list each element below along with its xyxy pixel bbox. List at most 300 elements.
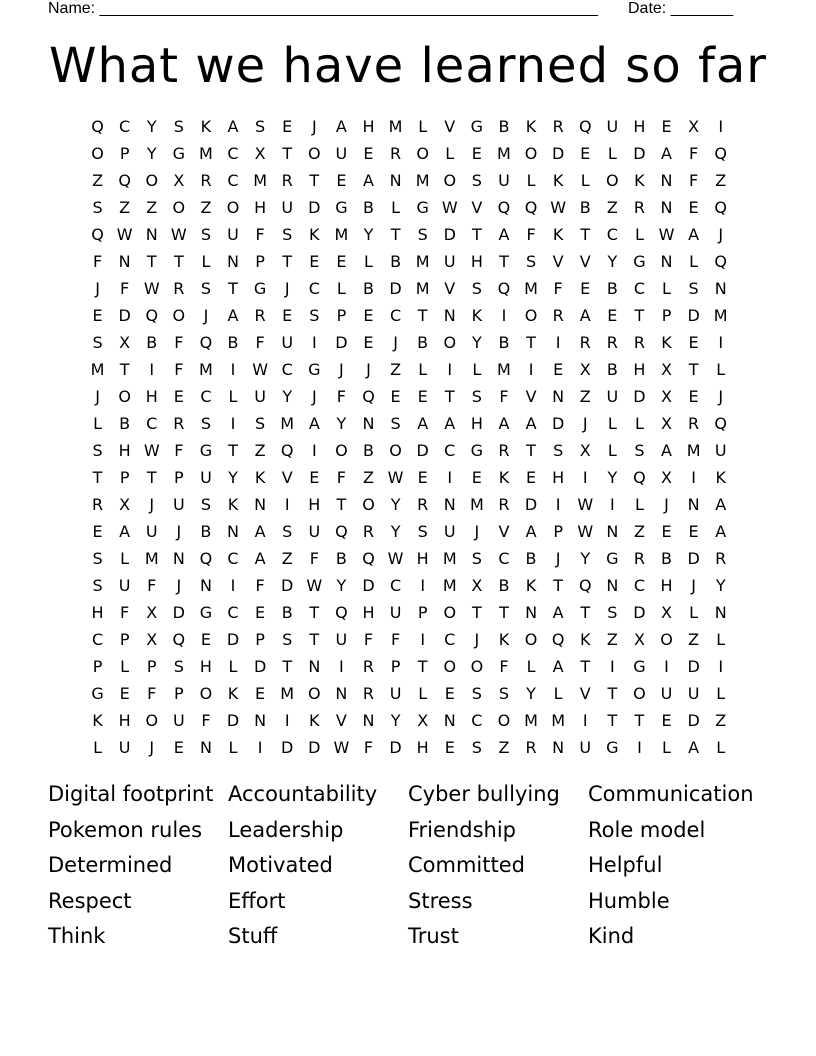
grid-row <box>84 167 734 194</box>
grid-letter: X <box>661 468 672 487</box>
grid-letter: J <box>311 387 317 406</box>
grid-letter: A <box>254 549 266 568</box>
grid-letter: R <box>254 306 266 325</box>
grid-letter: P <box>390 657 401 676</box>
grid-row <box>84 707 734 734</box>
grid-letter: T <box>390 225 401 244</box>
grid-letter: N <box>552 738 565 757</box>
grid-letter: K <box>634 171 645 190</box>
grid-letter: B <box>362 198 374 217</box>
grid-letter: V <box>444 279 456 298</box>
grid-letter: S <box>390 414 401 433</box>
grid-letter: C <box>498 549 510 568</box>
grid-letter: F <box>390 630 401 649</box>
grid-letter: T <box>282 144 293 163</box>
grid-letter: T <box>580 657 591 676</box>
grid-letter: Q <box>578 117 592 136</box>
grid-letter: Y <box>336 576 347 595</box>
grid-letter: I <box>609 657 615 676</box>
grid-row <box>84 194 734 221</box>
grid-letter: I <box>257 738 263 757</box>
grid-letter: N <box>362 711 375 730</box>
grid-letter: H <box>416 738 429 757</box>
grid-letter: I <box>230 414 236 433</box>
grid-letter: O <box>118 387 131 406</box>
grid-letter: X <box>173 171 185 190</box>
grid-letter: Y <box>390 495 401 514</box>
grid-letter: N <box>362 414 375 433</box>
grid-letter: S <box>688 279 699 298</box>
word-list-item: Helpful <box>588 853 663 877</box>
grid-letter: J <box>718 387 724 406</box>
grid-letter: S <box>173 657 184 676</box>
grid-letter: Z <box>715 711 727 730</box>
grid-letter: T <box>282 252 293 271</box>
grid-letter: O <box>443 657 457 676</box>
grid-letter: S <box>200 225 211 244</box>
grid-letter: O <box>443 171 457 190</box>
grid-letter: F <box>309 549 319 568</box>
grid-letter: O <box>172 198 186 217</box>
grid-letter: O <box>606 171 619 190</box>
grid-letter: V <box>498 522 510 541</box>
word-list-item: Leadership <box>228 817 344 842</box>
grid-row <box>84 464 734 491</box>
grid-letter: E <box>309 252 320 271</box>
grid-letter: W <box>170 225 187 244</box>
word-list-item: Digital footprint <box>48 782 214 806</box>
grid-letter: X <box>688 117 700 136</box>
grid-letter: L <box>716 738 726 757</box>
grid-letter: F <box>120 603 130 622</box>
grid-letter: W <box>441 198 458 217</box>
grid-letter: R <box>362 657 375 676</box>
grid-letter: M <box>280 414 295 433</box>
grid-letter: F <box>255 576 265 595</box>
grid-letter: T <box>553 576 564 595</box>
grid-letter: L <box>662 279 671 298</box>
grid-letter: M <box>524 711 538 730</box>
grid-letter: X <box>119 495 131 514</box>
grid-letter: R <box>552 306 564 325</box>
grid-letter: M <box>469 495 484 514</box>
grid-letter: Y <box>526 684 536 703</box>
grid-letter: L <box>228 657 238 676</box>
grid-letter: E <box>255 603 266 622</box>
grid-letter: M <box>415 252 430 271</box>
grid-letter: L <box>716 630 726 649</box>
grid-letter: Q <box>524 198 538 217</box>
grid-letter: T <box>228 441 238 460</box>
grid-letter: M <box>686 441 701 460</box>
grid-letter: E <box>200 630 211 649</box>
grid-letter: M <box>442 549 457 568</box>
grid-letter: D <box>443 225 456 244</box>
grid-letter: R <box>633 198 645 217</box>
grid-letter: J <box>149 495 155 514</box>
grid-letter: I <box>230 576 236 595</box>
grid-letter: H <box>470 414 483 433</box>
grid-letter: S <box>92 441 103 460</box>
grid-letter: N <box>227 252 239 271</box>
grid-letter: I <box>230 360 236 379</box>
grid-letter: E <box>688 387 699 406</box>
grid-letter: T <box>309 630 320 649</box>
grid-letter: M <box>334 225 349 244</box>
grid-letter: I <box>718 117 724 136</box>
grid-row <box>84 275 734 302</box>
grid-letter: R <box>281 171 293 190</box>
grid-letter: I <box>420 576 426 595</box>
grid-letter: I <box>447 360 453 379</box>
grid-letter: M <box>415 279 430 298</box>
grid-letter: L <box>607 414 617 433</box>
grid-letter: E <box>363 144 374 163</box>
grid-letter: S <box>471 279 482 298</box>
grid-letter: N <box>443 306 456 325</box>
grid-letter: C <box>227 171 239 190</box>
grid-letter: M <box>144 549 159 568</box>
grid-letter: E <box>363 306 374 325</box>
word-list-item: Cyber bullying <box>408 782 560 806</box>
word-list-item: Role model <box>588 817 706 842</box>
grid-letter: A <box>119 522 131 541</box>
grid-letter: Q <box>335 522 348 541</box>
grid-letter: G <box>172 144 186 163</box>
grid-row <box>84 599 734 626</box>
grid-letter: I <box>311 441 317 460</box>
grid-letter: E <box>688 333 699 352</box>
grid-letter: M <box>415 171 430 190</box>
grid-letter: W <box>387 468 404 487</box>
grid-letter: O <box>362 495 375 514</box>
grid-letter: O <box>497 711 511 730</box>
grid-letter: S <box>525 252 537 271</box>
grid-letter: N <box>660 171 673 190</box>
grid-row <box>84 113 734 140</box>
grid-letter: T <box>417 306 428 325</box>
grid-letter: C <box>227 603 239 622</box>
grid-letter: H <box>118 441 131 460</box>
grid-letter: E <box>282 306 293 325</box>
grid-letter: R <box>173 414 185 433</box>
grid-letter: U <box>172 711 185 730</box>
grid-letter: W <box>333 738 350 757</box>
grid-letter: L <box>526 657 536 676</box>
grid-letter: S <box>471 549 482 568</box>
grid-letter: L <box>634 225 644 244</box>
grid-letter: S <box>498 684 510 703</box>
grid-letter: Q <box>362 549 375 568</box>
grid-letter: Z <box>119 198 131 217</box>
grid-letter: T <box>526 333 536 352</box>
word-list-item: Determined <box>48 853 173 877</box>
grid-letter: X <box>146 603 158 622</box>
grid-letter: U <box>579 738 592 757</box>
grid-letter: M <box>280 684 295 703</box>
grid-letter: S <box>553 441 564 460</box>
grid-letter: W <box>252 360 269 379</box>
grid-letter: G <box>199 441 213 460</box>
grid-letter: V <box>525 387 537 406</box>
grid-letter: S <box>92 198 103 217</box>
grid-letter: L <box>418 117 428 136</box>
grid-letter: B <box>146 333 158 352</box>
grid-letter: J <box>95 279 100 298</box>
grid-letter: B <box>417 333 429 352</box>
grid-letter: N <box>199 738 212 757</box>
grid-letter: Y <box>607 252 618 271</box>
grid-letter: N <box>687 495 700 514</box>
grid-letter: X <box>661 387 672 406</box>
grid-letter: Q <box>91 225 104 244</box>
grid-letter: A <box>498 225 510 244</box>
grid-letter: K <box>579 630 591 649</box>
grid-letter: K <box>309 225 320 244</box>
word-list-item: Trust <box>408 924 459 948</box>
grid-letter: L <box>607 441 617 460</box>
grid-letter: T <box>634 711 645 730</box>
grid-letter: D <box>416 441 429 460</box>
grid-letter: T <box>471 225 482 244</box>
grid-letter: N <box>227 522 239 541</box>
grid-letter: J <box>664 495 669 514</box>
grid-letter: M <box>551 711 566 730</box>
grid-letter: G <box>416 198 429 217</box>
grid-letter: E <box>525 468 537 487</box>
grid-letter: V <box>471 198 483 217</box>
grid-letter: H <box>91 603 104 622</box>
word-list-item: Pokemon rules <box>48 817 203 842</box>
grid-letter: U <box>254 387 266 406</box>
grid-letter: R <box>362 522 375 541</box>
grid-letter: B <box>390 252 402 271</box>
grid-letter: A <box>417 414 429 433</box>
grid-letter: F <box>689 144 699 163</box>
grid-letter: Y <box>390 522 401 541</box>
grid-letter: O <box>145 711 159 730</box>
grid-letter: L <box>364 252 373 271</box>
grid-letter: C <box>200 387 212 406</box>
grid-letter: Q <box>497 198 511 217</box>
grid-letter: L <box>553 684 563 703</box>
grid-letter: K <box>661 333 672 352</box>
grid-letter: D <box>308 738 321 757</box>
grid-letter: V <box>579 252 591 271</box>
grid-letter: H <box>199 657 212 676</box>
grid-letter: E <box>336 252 347 271</box>
grid-letter: S <box>634 441 645 460</box>
word-list-item: Think <box>48 924 106 948</box>
grid-letter: H <box>633 117 646 136</box>
word-list-item: Humble <box>588 888 670 913</box>
grid-letter: L <box>445 144 455 163</box>
grid-letter: F <box>92 252 103 271</box>
grid-letter: N <box>335 684 348 703</box>
grid-letter: A <box>661 441 672 460</box>
grid-letter: L <box>689 252 699 271</box>
grid-letter: F <box>255 225 265 244</box>
grid-letter: Y <box>607 468 618 487</box>
grid-letter: I <box>339 657 344 676</box>
grid-row <box>84 383 734 410</box>
grid-letter: D <box>335 333 348 352</box>
date-field-label: Date: _______ <box>628 0 733 17</box>
grid-row <box>84 140 734 167</box>
grid-letter: F <box>689 171 699 190</box>
grid-letter: O <box>524 630 538 649</box>
grid-letter: D <box>687 306 700 325</box>
grid-letter: B <box>498 333 510 352</box>
grid-letter: X <box>661 414 672 433</box>
grid-letter: T <box>580 603 591 622</box>
grid-letter: I <box>691 468 696 487</box>
grid-letter: S <box>309 306 320 325</box>
grid-letter: F <box>174 360 184 379</box>
grid-letter: A <box>715 522 727 541</box>
grid-letter: M <box>497 360 511 379</box>
grid-letter: C <box>633 576 645 595</box>
grid-letter: I <box>555 495 561 514</box>
word-list <box>48 778 768 956</box>
grid-letter: Z <box>254 441 266 460</box>
grid-letter: T <box>499 603 509 622</box>
grid-letter: S <box>92 333 103 352</box>
grid-letter: W <box>143 279 160 298</box>
grid-letter: E <box>607 306 618 325</box>
grid-letter: I <box>420 630 426 649</box>
grid-letter: F <box>336 387 346 406</box>
grid-letter: O <box>470 657 484 676</box>
grid-letter: A <box>688 225 700 244</box>
grid-letter: B <box>606 360 618 379</box>
grid-letter: P <box>255 630 265 649</box>
grid-letter: J <box>718 225 724 244</box>
grid-letter: F <box>174 441 184 460</box>
grid-letter: G <box>633 252 646 271</box>
header <box>48 0 740 22</box>
grid-letter: N <box>525 603 538 622</box>
grid-letter: X <box>661 603 672 622</box>
grid-letter: B <box>525 549 537 568</box>
grid-letter: P <box>255 252 265 271</box>
grid-letter: L <box>336 279 346 298</box>
grid-letter: R <box>525 738 537 757</box>
grid-letter: N <box>552 387 565 406</box>
grid-letter: B <box>606 279 618 298</box>
grid-letter: G <box>199 603 213 622</box>
grid-letter: M <box>199 360 213 379</box>
grid-letter: Q <box>578 576 592 595</box>
grid-letter: G <box>335 198 348 217</box>
grid-letter: E <box>173 738 184 757</box>
grid-letter: T <box>119 360 130 379</box>
grid-letter: F <box>499 387 509 406</box>
grid-letter: E <box>661 117 672 136</box>
grid-letter: N <box>606 522 619 541</box>
grid-row <box>84 356 734 383</box>
grid-letter: D <box>362 576 375 595</box>
name-field-label: Name: ________________________________________________________ <box>48 0 598 17</box>
grid-letter: E <box>580 144 591 163</box>
grid-letter: Z <box>498 738 510 757</box>
grid-letter: G <box>470 441 484 460</box>
grid-letter: N <box>254 711 267 730</box>
grid-letter: U <box>498 171 510 190</box>
grid-letter: D <box>551 144 565 163</box>
grid-letter: U <box>606 387 619 406</box>
grid-letter: S <box>92 576 103 595</box>
grid-letter: G <box>253 279 267 298</box>
grid-letter: Z <box>606 630 618 649</box>
grid-letter: Z <box>200 198 212 217</box>
grid-letter: S <box>282 522 293 541</box>
grid-letter: A <box>715 495 727 514</box>
grid-letter: L <box>716 684 726 703</box>
grid-letter: T <box>499 252 509 271</box>
grid-letter: I <box>284 711 290 730</box>
grid-letter: T <box>173 252 184 271</box>
grid-letter: O <box>91 144 104 163</box>
grid-letter: F <box>174 333 184 352</box>
grid-letter: Z <box>390 360 402 379</box>
grid-letter: T <box>228 279 238 298</box>
grid-letter: J <box>474 522 480 541</box>
grid-letter: U <box>281 333 294 352</box>
grid-letter: O <box>660 630 673 649</box>
grid-letter: Q <box>714 144 727 163</box>
grid-letter: Y <box>336 414 347 433</box>
grid-letter: W <box>143 441 160 460</box>
grid-letter: E <box>255 684 266 703</box>
page-title: What we have learned so far <box>49 38 767 94</box>
grid-letter: G <box>633 657 646 676</box>
grid-letter: C <box>146 414 158 433</box>
grid-row <box>84 545 734 572</box>
grid-letter: S <box>417 225 428 244</box>
grid-letter: J <box>284 279 290 298</box>
grid-letter: S <box>200 414 211 433</box>
grid-letter: Q <box>145 306 159 325</box>
grid-letter: O <box>308 684 321 703</box>
grid-letter: E <box>417 387 428 406</box>
grid-letter: X <box>579 441 591 460</box>
word-list-item: Effort <box>228 888 286 913</box>
grid-letter: R <box>606 333 618 352</box>
grid-letter: S <box>255 117 266 136</box>
grid-letter: F <box>363 738 374 757</box>
grid-row <box>84 626 734 653</box>
grid-letter: M <box>199 144 213 163</box>
grid-letter: D <box>172 603 185 622</box>
grid-letter: T <box>92 468 103 487</box>
word-list-item: Communication <box>588 782 754 806</box>
grid-row <box>84 653 734 680</box>
grid-letter: R <box>579 333 591 352</box>
grid-letter: C <box>119 117 131 136</box>
grid-letter: C <box>308 279 320 298</box>
grid-letter: Y <box>282 387 293 406</box>
grid-letter: R <box>552 117 564 136</box>
grid-letter: W <box>387 549 404 568</box>
grid-letter: P <box>146 657 157 676</box>
grid-letter: N <box>118 252 131 271</box>
grid-row <box>84 437 734 464</box>
grid-letter: B <box>362 279 374 298</box>
grid-letter: A <box>363 171 374 190</box>
grid-letter: D <box>524 495 538 514</box>
grid-letter: C <box>227 144 239 163</box>
